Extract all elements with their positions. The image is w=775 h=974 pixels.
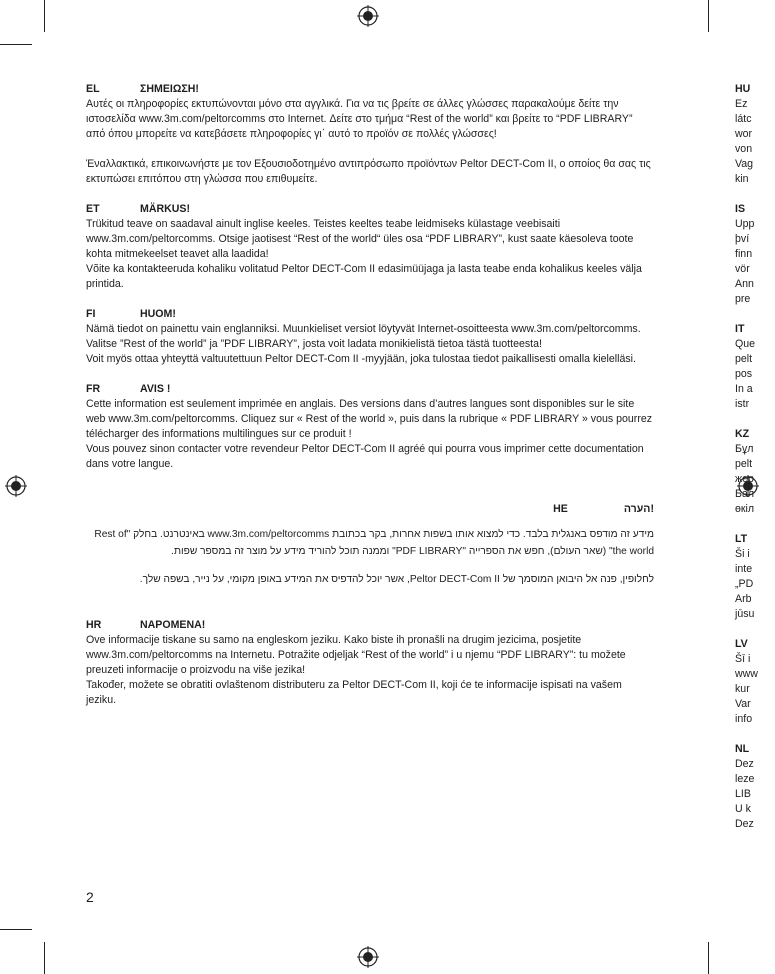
section-paragraph: Έναλλακτικά, επικοινωνήστε με τον Εξουσιοδοτημένο αντιπρόσωπο προϊόντων Peltor DECT-Com II, ο οποίος θα σας τις εκτυπώσει επιτόπου στη γλώσσα που επιθυμείτε. [86,158,651,185]
language-code: ET [86,203,100,215]
text-fragment: Ši i [735,548,750,560]
section-paragraph: Võite ka kontakteeruda kohaliku volitatud Peltor DECT-Com II edasimüüjaga ja lasta teabe enda kohalikus keeles välja printida. [86,263,642,290]
text-fragment: wor [735,128,753,140]
text-fragment: von [735,143,753,155]
text-fragment: In a [735,383,753,395]
text-fragment: жер [735,473,754,485]
section-title: !הערה [623,503,654,515]
text-fragment: U k [735,803,751,815]
text-fragment: pelt [735,353,753,365]
section-title: MÄRKUS! [140,203,191,215]
section-paragraph: לחלופין, פנה אל היבואן המוסמך של Peltor DECT-Com II, אשר יוכל להדפיס את המידע באופן מקומי, על נייר, בשפה שלך. [139,574,654,585]
language-code: IS [735,203,746,215]
section-title: HUOM! [140,308,176,320]
language-code: EL [86,83,100,95]
edge-section [735,82,775,202]
section-paragraph: Vous pouvez sinon contacter votre revendeur Peltor DECT-Com II agréé qui pourra vous imprimer cette documentation dans votre langue. [86,443,644,470]
text-fragment: vör [735,263,750,275]
section-paragraph: Voit myös ottaa yhteyttä valtuutettuun Peltor DECT-Com II -myyjään, joka tulostaa tiedot paikallisesti omalla kielelläsi. [86,353,636,365]
language-code: KZ [735,428,750,440]
section-el [86,82,654,187]
section-heading [86,382,654,397]
text-fragment: inte [735,563,753,575]
registration-mark-bottom-icon [357,946,379,968]
edge-section [735,637,775,742]
text-fragment: Upp [735,218,755,230]
text-fragment: Var [735,698,751,710]
section-hr [86,618,654,708]
text-fragment: Dez [735,818,754,830]
text-fragment: istr [735,398,750,410]
text-fragment: „PD [735,578,754,590]
edge-section [735,322,775,427]
language-code: HR [86,619,102,631]
text-fragment: Dez [735,758,754,770]
text-fragment: LIB [735,788,751,800]
section-heading [86,502,654,517]
section-paragraph: Αυτές οι πληροφορίες εκτυπώνονται μόνο στα αγγλικά. Για να τις βρείτε σε άλλες γλώσσες παρακαλούμε δείτε την ιστοσελίδα www.3m.com/peltorcomms στο Internet. Δείτε στο τμήμα “Rest of the world” και βρείτε το “PDF LIBRARY” από όπου μπορείτε να κατεβάσετε πληροφορίες γι΄ αυτό το προϊόν σε πολλές γλώσσες! [86,98,633,140]
edge-section [735,742,775,832]
section-heading [86,618,654,633]
text-fragment: finn [735,248,753,260]
language-code: IT [735,323,745,335]
text-fragment: kur [735,683,750,695]
text-fragment: Ez [735,98,748,110]
language-code: FI [86,308,96,320]
main-column [86,82,654,708]
section-title: AVIS ! [140,383,171,395]
registration-mark-top-icon [357,5,379,27]
section-paragraph: Cette information est seulement imprimée en anglais. Des versions dans d’autres langues sont disponibles sur le site web www.3m.com/peltorcomms. Cliquez sur « Rest of the world », puis dans la rubrique « PDF LIBRARY » vous pourrez télécharger des informations multilingues sur ce produit ! [86,398,653,440]
text-fragment: Arb [735,593,752,605]
edge-section [735,427,775,532]
language-code: FR [86,383,101,395]
language-code: HU [735,83,751,95]
text-fragment: Vag [735,158,754,170]
section-he [86,502,654,588]
text-fragment: pelt [735,458,753,470]
section-paragraph: Nämä tiedot on painettu vain englanniksi. Muunkieliset versiot löytyvät Internet-osoitteesta www.3m.com/peltorcomms. Valitse ”Rest of the world” ja ”PDF LIBRARY”, josta voit ladata monikielistä tietoa tästä tuotteesta! [86,323,641,350]
page-number: 2 [86,889,94,905]
language-code: LV [735,638,748,650]
crop-mark-top-left [44,0,45,32]
section-heading [86,82,654,97]
text-fragment: pos [735,368,753,380]
section-fi [86,307,654,367]
text-fragment: því [735,233,750,245]
crop-mark-bottom-left-h [0,929,32,930]
section-paragraph: מידע זה מודפס באנגלית בלבד. כדי למצוא אותו בשפות אחרות, בקר בכתובת www.3m.com/peltorcomms באינטרנט. בחלק "Rest of the world" (שאר העולם), חפש את הספרייה "PDF LIBRARY" וממנה תוכל להוריד מידע על מוצר זה במספר שפות. [94,529,654,557]
language-code: LT [735,533,748,545]
section-fr [86,382,654,472]
right-column-fragment [735,82,775,832]
section-heading [86,202,654,217]
text-fragment: www [735,668,758,680]
registration-mark-left-icon [5,475,27,497]
text-fragment: Ann [735,278,754,290]
crop-mark-top-right [708,0,709,32]
text-fragment: Šī i [735,653,751,665]
edge-section [735,532,775,637]
section-title: ΣΗΜΕΙΩΣΗ! [140,83,199,95]
crop-mark-bottom-right [708,942,709,974]
text-fragment: info [735,713,753,725]
section-heading [86,307,654,322]
section-paragraph: Ove informacije tiskane su samo na engleskom jeziku. Kako biste ih pronašli na drugim jezicima, posjetite www.3m.com/peltorcomms na Internetu. Potražite odjeljak “Rest of the world” i u njemu “PDF LIBRARY”: tu možete preuzeti informacije o proizvodu na više jezika! [86,634,626,676]
text-fragment: látc [735,113,752,125]
language-code: NL [735,743,750,755]
text-fragment: өкіл [735,503,755,515]
text-fragment: Бұл [735,443,754,455]
section-et [86,202,654,292]
section-title: NAPOMENA! [140,619,206,631]
crop-mark-top-left-h [0,44,32,45]
text-fragment: Que [735,338,756,350]
text-fragment: jūsu [735,608,755,620]
text-fragment: pre [735,293,751,305]
crop-mark-bottom-left [44,942,45,974]
text-fragment: kin [735,173,749,185]
text-fragment: Бал [735,488,755,500]
language-code: HE [553,503,568,515]
section-paragraph: Također, možete se obratiti ovlaštenom distributeru za Peltor DECT-Com II, koji će te informacije ispisati na vašem jeziku. [86,679,622,706]
text-fragment: leze [735,773,755,785]
edge-section [735,202,775,322]
section-paragraph: Trükitud teave on saadaval ainult inglise keeles. Teistes keeltes teabe leidmiseks külastage veebisaiti www.3m.com/peltorcomms. Otsige jaotisest “Rest of the world“ üles osa “PDF LIBRARY”, kust saate käesoleva toote kohta mitmekeelset teavet alla laadida! [86,218,634,260]
